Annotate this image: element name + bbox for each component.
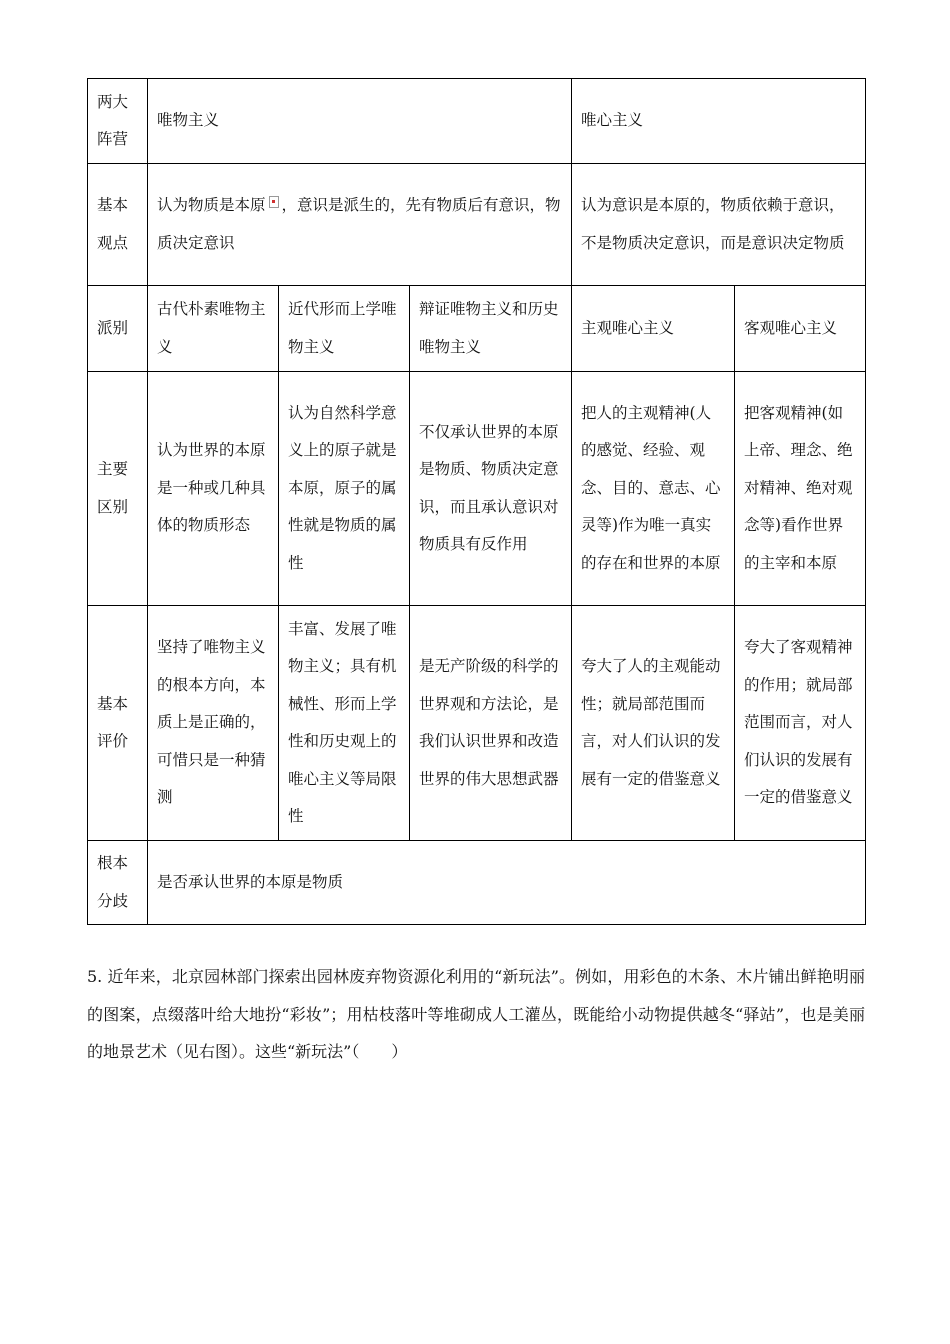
basic-view-materialism-part2: ，意识是派生的，先有物质后有意识，物质决定意识 [157, 196, 561, 252]
difference-dialectical-materialism: 不仅承认世界的本原是物质、物质决定意识，而且承认意识对物质具有反作用 [410, 372, 572, 606]
row-basic-view [88, 164, 866, 286]
evaluation-subjective-idealism: 夸大了人的主观能动性；就局部范围而言，对人们认识的发展有一定的借鉴意义 [572, 606, 735, 841]
materialism-idealism-table [87, 78, 866, 925]
row-fundamental-divergence [88, 841, 866, 925]
header-fundamental-divergence: 根本分歧 [88, 841, 148, 925]
cell-fundamental-divergence: 是否承认世界的本原是物质 [148, 841, 866, 925]
evaluation-ancient-materialism: 坚持了唯物主义的根本方向，本质上是正确的，可惜只是一种猜测 [148, 606, 279, 841]
evaluation-objective-idealism: 夸大了客观精神的作用；就局部范围而言，对人们认识的发展有一定的借鉴意义 [735, 606, 866, 841]
cell-basic-view-idealism: 认为意识是本原的，物质依赖于意识，不是物质决定意识，而是意识决定物质 [572, 164, 866, 286]
evaluation-metaphysical-materialism: 丰富、发展了唯物主义；具有机械性、形而上学性和历史观上的唯心主义等局限性 [279, 606, 410, 841]
row-main-difference [88, 372, 866, 606]
evaluation-dialectical-materialism: 是无产阶级的科学的世界观和方法论，是我们认识世界和改造世界的伟大思想武器 [410, 606, 572, 841]
difference-ancient-materialism: 认为世界的本原是一种或几种具体的物质形态 [148, 372, 279, 606]
school-subjective-idealism: 主观唯心主义 [572, 286, 735, 372]
header-camps: 两大阵营 [88, 79, 148, 164]
header-schools: 派别 [88, 286, 148, 372]
cell-materialism: 唯物主义 [148, 79, 572, 164]
broken-image-icon [269, 196, 279, 208]
row-camps [88, 79, 866, 164]
school-ancient-materialism: 古代朴素唯物主义 [148, 286, 279, 372]
row-evaluation [88, 606, 866, 841]
difference-objective-idealism: 把客观精神(如上帝、理念、绝对精神、绝对观念等)看作世界的主宰和本原 [735, 372, 866, 606]
school-metaphysical-materialism: 近代形而上学唯物主义 [279, 286, 410, 372]
question-5-text: 5. 近年来，北京园林部门探索出园林废弃物资源化利用的“新玩法”。例如，用彩色的木条、木片铺出鲜艳明丽的图案，点缀落叶给大地扮“彩妆”；用枯枝落叶等堆砌成人工灌丛，既能给小动物提供越冬“驿站”，也是美丽的地景艺术（见右图）。这些“新玩法”（ ） [87, 967, 865, 1061]
header-evaluation: 基本评价 [88, 606, 148, 841]
difference-subjective-idealism: 把人的主观精神(人的感觉、经验、观念、目的、意志、心灵等)作为唯一真实的存在和世界的本原 [572, 372, 735, 606]
basic-view-materialism-part1: 认为物质是本原 [157, 196, 266, 214]
header-basic-view: 基本观点 [88, 164, 148, 286]
school-dialectical-materialism: 辩证唯物主义和历史唯物主义 [410, 286, 572, 372]
header-main-difference: 主要区别 [88, 372, 148, 606]
cell-idealism: 唯心主义 [572, 79, 866, 164]
school-objective-idealism: 客观唯心主义 [735, 286, 866, 372]
cell-basic-view-materialism [148, 164, 572, 286]
difference-metaphysical-materialism: 认为自然科学意义上的原子就是本原，原子的属性就是物质的属性 [279, 372, 410, 606]
row-schools [88, 286, 866, 372]
